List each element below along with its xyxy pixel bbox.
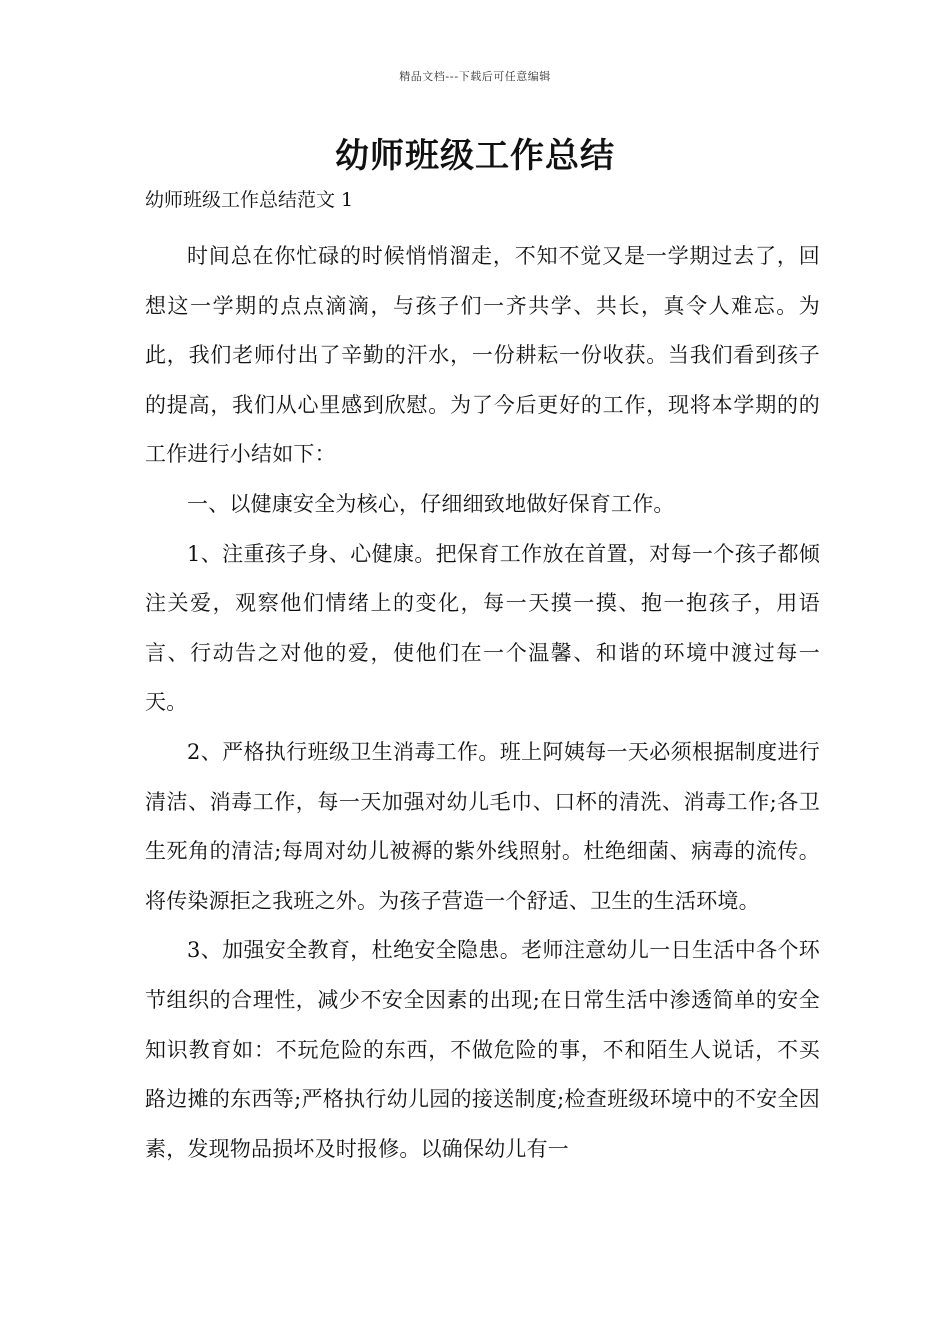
document-body xyxy=(145,232,820,1174)
paragraph-item-1: 1、注重孩子身、心健康。把保育工作放在首置，对每一个孩子都倾注关爱，观察他们情绪上的变化，每一天摸一摸、抱一抱孩子，用语言、行动告之对他的爱，使他们在一个温馨、和谐的环境中渡过每一天。 xyxy=(145,541,820,715)
paragraph-item-2: 2、严格执行班级卫生消毒工作。班上阿姨每一天必须根据制度进行清洁、消毒工作，每一天加强对幼儿毛巾、口杯的清洗、消毒工作;各卫生死角的清洁;每周对幼儿被褥的紫外线照射。杜绝细菌、病毒的流传。将传染源拒之我班之外。为孩子营造一个舒适、卫生的生活环境。 xyxy=(145,739,820,913)
paragraph-intro: 时间总在你忙碌的时候悄悄溜走，不知不觉又是一学期过去了，回想这一学期的点点滴滴，与孩子们一齐共学、共长，真令人难忘。为此，我们老师付出了辛勤的汗水，一份耕耘一份收获。当我们看到孩子的提高，我们从心里感到欣慰。为了今后更好的工作，现将本学期的的工作进行小结如下： xyxy=(145,244,820,467)
paragraph-item-3: 3、加强安全教育，杜绝安全隐患。老师注意幼儿一日生活中各个环节组织的合理性，减少不安全因素的出现;在日常生活中渗透简单的安全知识教育如：不玩危险的东西，不做危险的事，不和陌生人说话，不买路边摊的东西等;严格执行幼儿园的接送制度;检查班级环境中的不安全因素，发现物品损坏及时报修。以确保幼儿有一 xyxy=(145,938,820,1161)
header-note: 精品文档---下载后可任意编辑 xyxy=(399,70,551,83)
paragraph-section-heading: 一、以健康安全为核心，仔细细致地做好保育工作。 xyxy=(187,491,675,516)
document-title: 幼师班级工作总结 xyxy=(335,136,615,176)
document-subtitle: 幼师班级工作总结范文 1 xyxy=(145,189,354,211)
